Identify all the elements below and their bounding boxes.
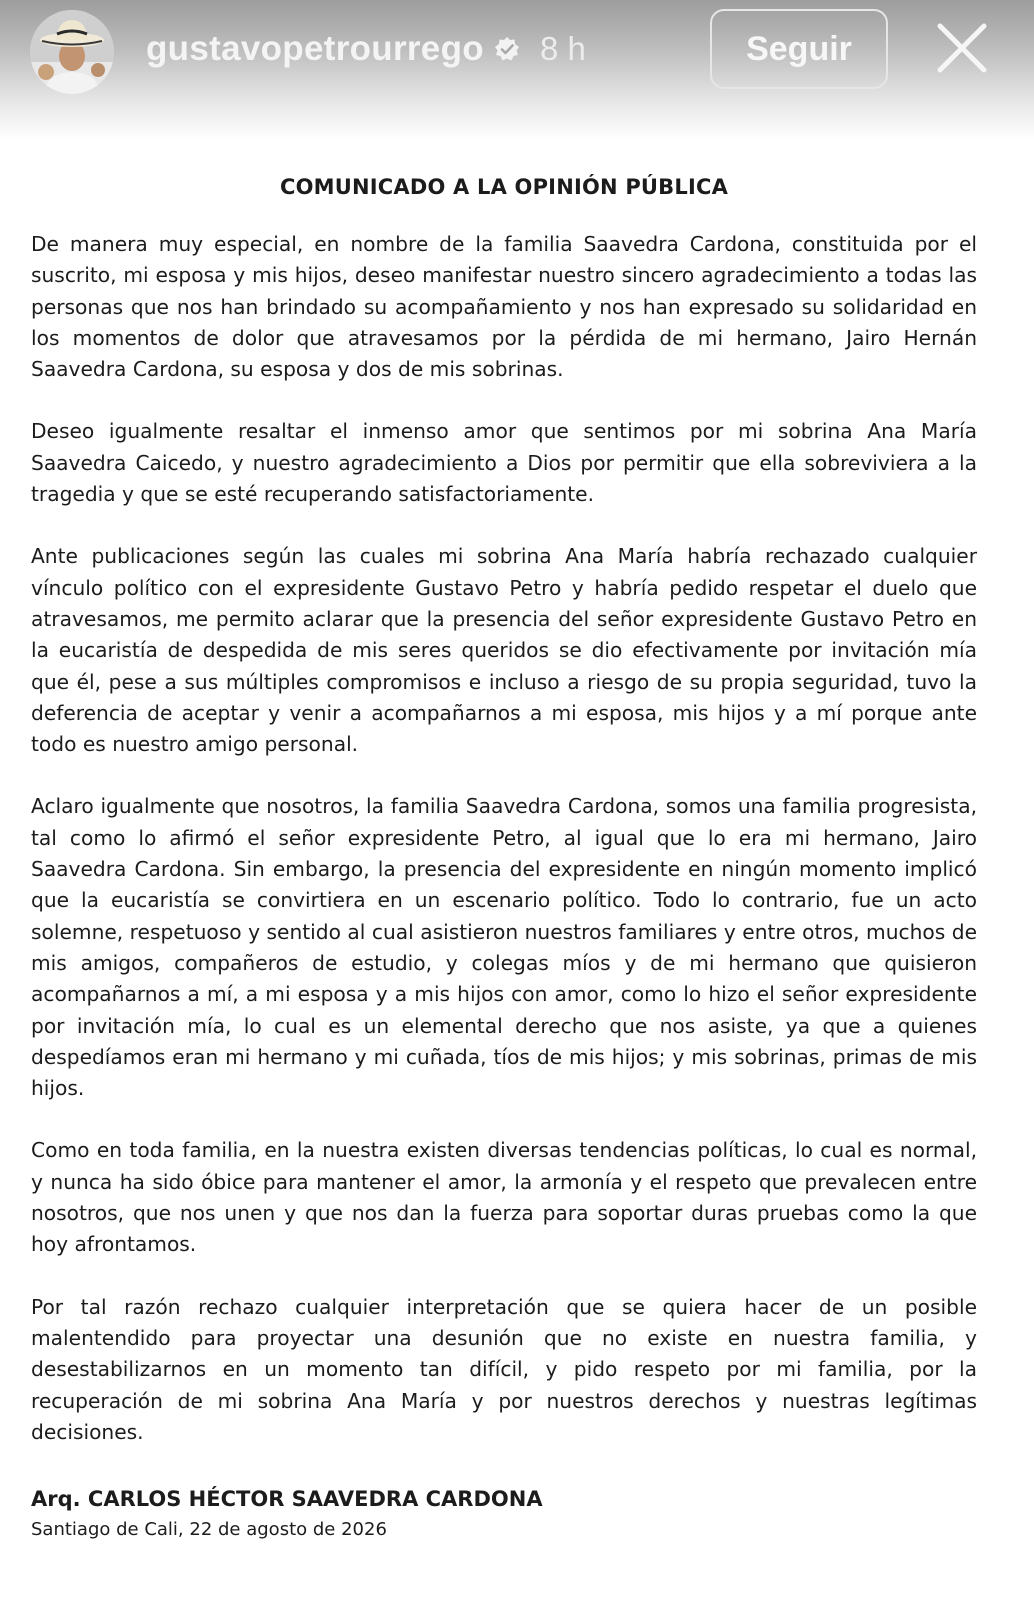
avatar-image xyxy=(30,10,114,94)
username[interactable]: gustavopetrourrego xyxy=(146,29,484,68)
story-user-info xyxy=(146,26,586,72)
signature-name: Arq. CARLOS HÉCTOR SAAVEDRA CARDONA xyxy=(31,1487,543,1512)
document-paragraph: Aclaro igualmente que nosotros, la familia Saavedra Cardona, somos una familia progresista, tal como lo afirmó el señor expresidente Petro, al igual que lo era mi hermano, Jairo Saavedra Cardona. Sin embargo, la presencia del expresidente en ningún momento implicó que la eucaristía se convirtiera en un escenario político. Todo lo contrario, fue un acto solemne, respetuoso y sentido al cual asistieron nuestros familiares y entre otros, muchos de mis amigos, compañeros de estudio, y colegas míos y de mi hermano que quisieron acompañarnos a mí, a mi esposa y a mis hijos con amor, como lo hizo el señor expresidente por invitación mía, lo cual es un elemental derecho que nos asiste, ya que a quienes despedíamos eran mi hermano y mi cuñada, tíos de mis hijos; y mis sobrinas, primas de mis hijos. xyxy=(31,794,977,1101)
follow-button[interactable]: Seguir xyxy=(710,9,888,89)
post-time: 8 h xyxy=(539,30,586,67)
document-paragraph: De manera muy especial, en nombre de la familia Saavedra Cardona, constituida por el suscrito, mi esposa y mis hijos, deseo manifestar nuestro sincero agradecimiento a todas las personas que nos han brindado su acompañamiento y nos han expresado su solidaridad en los momentos de dolor que atravesamos por la pérdida de mi hermano, Jairo Hernán Saavedra Cardona, su esposa y dos de mis sobrinas. xyxy=(31,232,977,382)
document-paragraph: Como en toda familia, en la nuestra existen diversas tendencias políticas, lo cual es normal, y nunca ha sido óbice para mantener el amor, la armonía y el respeto que prevalecen entre nosotros, que nos unen y que nos dan la fuerza para soportar duras pruebas como la que hoy afrontamos. xyxy=(31,1138,977,1257)
press-release-document xyxy=(31,170,977,1544)
document-paragraph: Por tal razón rechazo cualquier interpretación que se quiera hacer de un posible malentendido para proyectar una desunión que no existe en nuestra familia, y desestabilizarnos en un momento tan difícil, y pido respeto por mi familia, por la recuperación de mi sobrina Ana María y por nuestros derechos y nuestras legítimas decisiones. xyxy=(31,1294,977,1444)
verified-badge-icon xyxy=(494,36,520,62)
document-title: COMUNICADO A LA OPINIÓN PÚBLICA xyxy=(279,175,729,199)
signature-place-date: Santiago de Cali, 22 de agosto de 2026 xyxy=(31,1519,387,1541)
close-icon[interactable] xyxy=(934,20,990,76)
document-paragraph: Deseo igualmente resaltar el inmenso amor que sentimos por mi sobrina Ana María Saavedra Caicedo, y nuestro agradecimiento a Dios por permitir que ella sobreviviera a la tragedia y que se esté recuperando satisfactoriamente. xyxy=(31,419,977,507)
document-paragraph: Ante publicaciones según las cuales mi sobrina Ana María habría rechazado cualquier vínculo político con el expresidente Gustavo Petro y habría pedido respetar el duelo que atravesamos, me permito aclarar que la presencia del señor expresidente Gustavo Petro en la eucaristía de despedida de mis seres queridos se dio efectivamente por invitación mía que él, pese a sus múltiples compromisos e incluso a riesgo de su propia seguridad, tuvo la deferencia de aceptar y venir a acompañarnos a mi esposa, mis hijos y a mí porque ante todo es nuestro amigo personal. xyxy=(31,544,977,757)
story-header xyxy=(0,0,1034,140)
profile-avatar[interactable] xyxy=(30,10,114,94)
